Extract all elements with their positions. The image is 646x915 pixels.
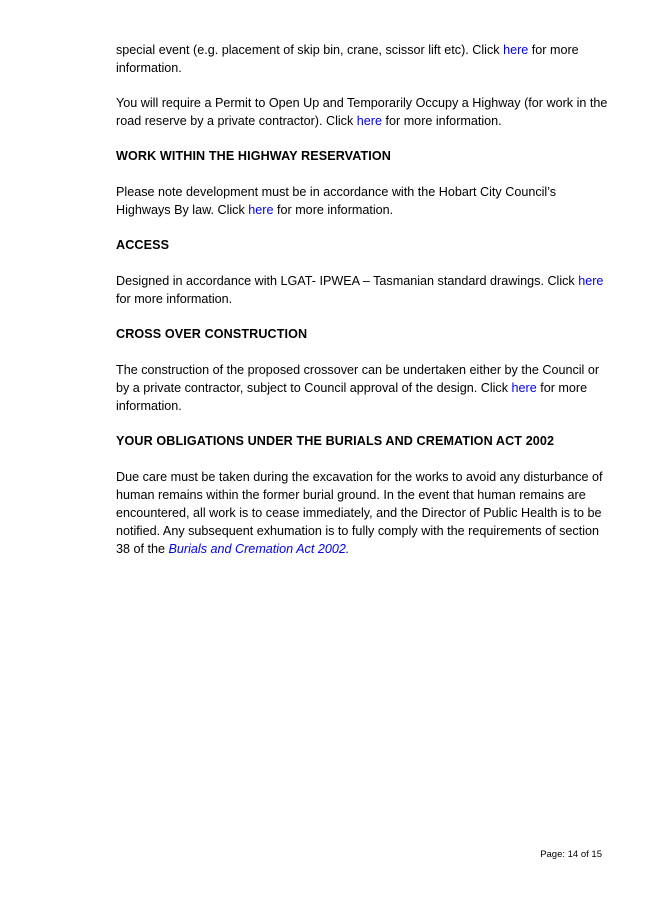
paragraph-special-event: [116, 41, 608, 77]
paragraph-text: The construction of the proposed crossover can be undertaken either by the Council or by a private contractor, subject to Council approval of the design. Click: [116, 363, 600, 395]
here-link-standard-drawings[interactable]: here: [578, 274, 604, 288]
paragraph-burials: [116, 468, 608, 558]
paragraph-access: [116, 272, 608, 308]
paragraph-text: for more information.: [116, 292, 233, 306]
paragraph-text: Due care must be taken during the excavation for the works to avoid any disturbance of human remains within the former burial ground. In the event that human remains are encountered, all work is to cease immediately, and the Director of Public Health is to be notified. Any subsequent exhumation is to fully comply with the requirements of section 38 of the: [116, 470, 603, 556]
paragraph-text: for more information.: [116, 381, 588, 413]
paragraph-crossover: [116, 361, 608, 415]
paragraph-text: for more information.: [116, 43, 579, 75]
paragraph-text: special event (e.g. placement of skip bin, crane, scissor lift etc). Click: [116, 43, 504, 57]
heading-highway-reservation: WORK WITHIN THE HIGHWAY RESERVATION: [116, 149, 391, 163]
paragraph-text: for more information.: [273, 203, 394, 217]
here-link-special-event[interactable]: here: [503, 43, 529, 57]
paragraph-text: Please note development must be in accordance with the Hobart City Council’s Highways By law. Click: [116, 185, 557, 217]
paragraph-permit: [116, 94, 608, 130]
heading-access: ACCESS: [116, 238, 170, 252]
burials-act-link[interactable]: Burials and Cremation Act 2002.: [168, 542, 350, 556]
paragraph-text: for more information.: [382, 114, 502, 128]
page-number: Page: 14 of 15: [540, 849, 602, 860]
heading-crossover-construction: CROSS OVER CONSTRUCTION: [116, 327, 308, 341]
document-body: [116, 41, 608, 575]
heading-burials-obligations: YOUR OBLIGATIONS UNDER THE BURIALS AND CREMATION ACT 2002: [116, 434, 555, 448]
here-link-permit[interactable]: here: [356, 114, 382, 128]
paragraph-text: Designed in accordance with LGAT- IPWEA – Tasmanian standard drawings. Click: [116, 274, 579, 288]
here-link-highways-bylaw[interactable]: here: [248, 203, 274, 217]
paragraph-text: You will require a Permit to Open Up and Temporarily Occupy a Highway (for work in the road reserve by a private contractor). Click: [116, 96, 608, 128]
paragraph-highways-bylaw: [116, 183, 608, 219]
here-link-crossover[interactable]: here: [511, 381, 537, 395]
